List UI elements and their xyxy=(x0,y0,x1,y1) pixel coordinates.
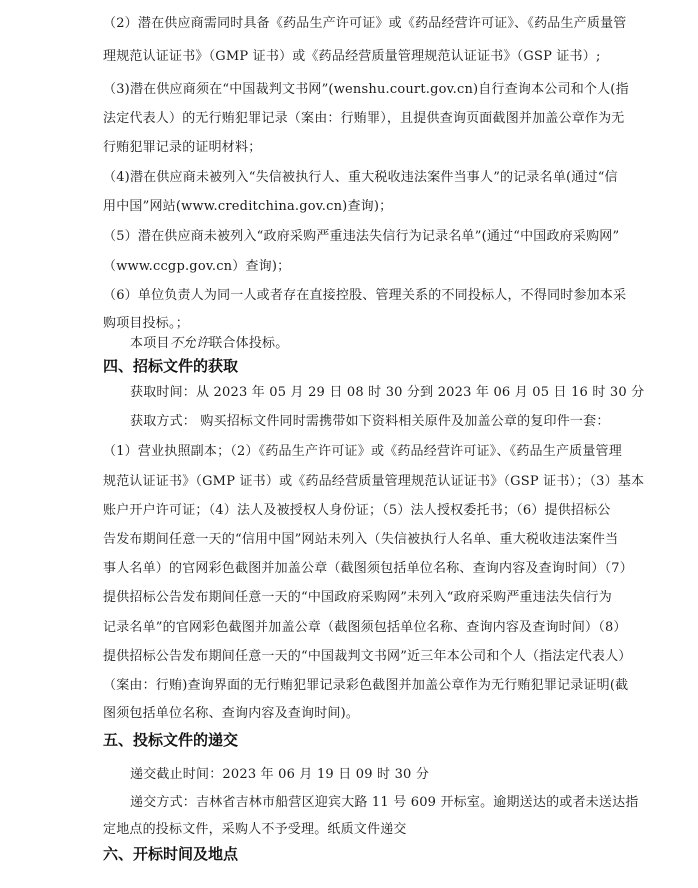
submission-deadline: 递交截止时间：2023 年 06 月 19 日 09 时 30 分 xyxy=(130,767,430,782)
text-line: 记录名单”的官网彩色截图并加盖公章（截图须包括单位名称、查询内容及查询时间）（8） xyxy=(103,620,627,635)
acquisition-time: 获取时间：从 2023 年 05 月 29 日 08 时 30 分到 2023 年 06 月 05 日 16 时 30 分 xyxy=(130,385,645,400)
text-line: 购项目投标。； xyxy=(103,316,189,331)
text-line: （5）潜在供应商未被列入“政府采购严重违法失信行为记录名单”(通过“中国政府采购网” xyxy=(103,229,620,244)
text-line: 法定代表人）的无行贿犯罪记录（案由：行贿罪），且提供查询页面截图并加盖公章作为无 xyxy=(103,111,625,126)
text-line: （6）单位负责人为同一人或者存在直接控股、管理关系的不同投标人，不得同时参加本采 xyxy=(103,288,627,303)
text-line: 用中国”网站(www.creditchina.gov.cn)查询)； xyxy=(103,199,393,214)
joint-bid-prefix: 本项目 xyxy=(130,336,170,351)
text-line: （2）潜在供应商需同时具备《药品生产许可证》或《药品经营许可证》、《药品生产质量管 xyxy=(103,16,627,31)
text-line: 事人名单）的官网彩色截图并加盖公章（截图须包括单位名称、查询内容及查询时间）（7） xyxy=(103,561,633,576)
text-line: 告发布期间任意一天的“信用中国”网站未列入（失信被执行人名单、重大税收违法案件当 xyxy=(103,532,619,547)
text-line: 理规范认证证书》（GMP 证书）或《药品经营质量管理规范认证证书》（GSP 证书）; xyxy=(103,49,601,64)
text-line: 提供招标公告发布期间任意一天的“中国裁判文书网”近三年本公司和个人（指法定代表人） xyxy=(103,649,632,664)
text-line: （1）营业执照副本；（2）《药品生产许可证》或《药品经营许可证》、《药品生产质量管理 xyxy=(103,444,622,459)
section-heading-4: 四、招标文件的获取 xyxy=(103,357,239,375)
text-line: 规范认证证书》（GMP 证书）或《药品经营质量管理规范认证证书》（GSP 证书）；（3）基本 xyxy=(103,474,645,489)
text-line: 定地点的投标文件，采购人不予受理。纸质文件递交 xyxy=(103,822,407,837)
text-line: 行贿犯罪记录的证明材料； xyxy=(103,140,262,155)
text-line: 图须包括单位名称、查询内容及查询时间)。 xyxy=(103,706,360,721)
text-line: 账户开户许可证；（4）法人及被授权人身份证；（5）法人授权委托书；（6）提供招标公 xyxy=(103,503,611,518)
text-line: （www.ccgp.gov.cn）查询)； xyxy=(103,259,291,274)
text-line: 提供招标公告发布期间任意一天的“中国政府采购网”未列入“政府采购严重违法失信行为 xyxy=(103,590,612,605)
joint-bid-statement xyxy=(130,336,288,352)
text-line: （案由：行贿)查询界面的无行贿犯罪记录彩色截图并加盖公章作为无行贿犯罪记录证明(截 xyxy=(103,678,629,693)
submission-method: 递交方式：吉林省吉林市船营区迎宾大路 11 号 609 开标室。逾期送达的或者未送达指 xyxy=(130,795,639,810)
joint-bid-suffix: 联合体投标。 xyxy=(209,336,289,351)
acquisition-method: 获取方式： 购买招标文件同时需携带如下资料相关原件及加盖公章的复印件一套： xyxy=(130,414,610,429)
section-heading-5: 五、投标文件的递交 xyxy=(103,731,239,749)
text-line: （3)潜在供应商须在“中国裁判文书网”(wenshu.court.gov.cn)自行查询本公司和个人(指 xyxy=(103,82,629,97)
text-line: （4)潜在供应商未被列入“失信被执行人、重大税收违法案件当事人”的记录名单(通过“信 xyxy=(103,170,618,185)
section-heading-6: 六、开标时间及地点 xyxy=(103,845,239,863)
joint-bid-emphasis: 不允许 xyxy=(169,336,210,351)
